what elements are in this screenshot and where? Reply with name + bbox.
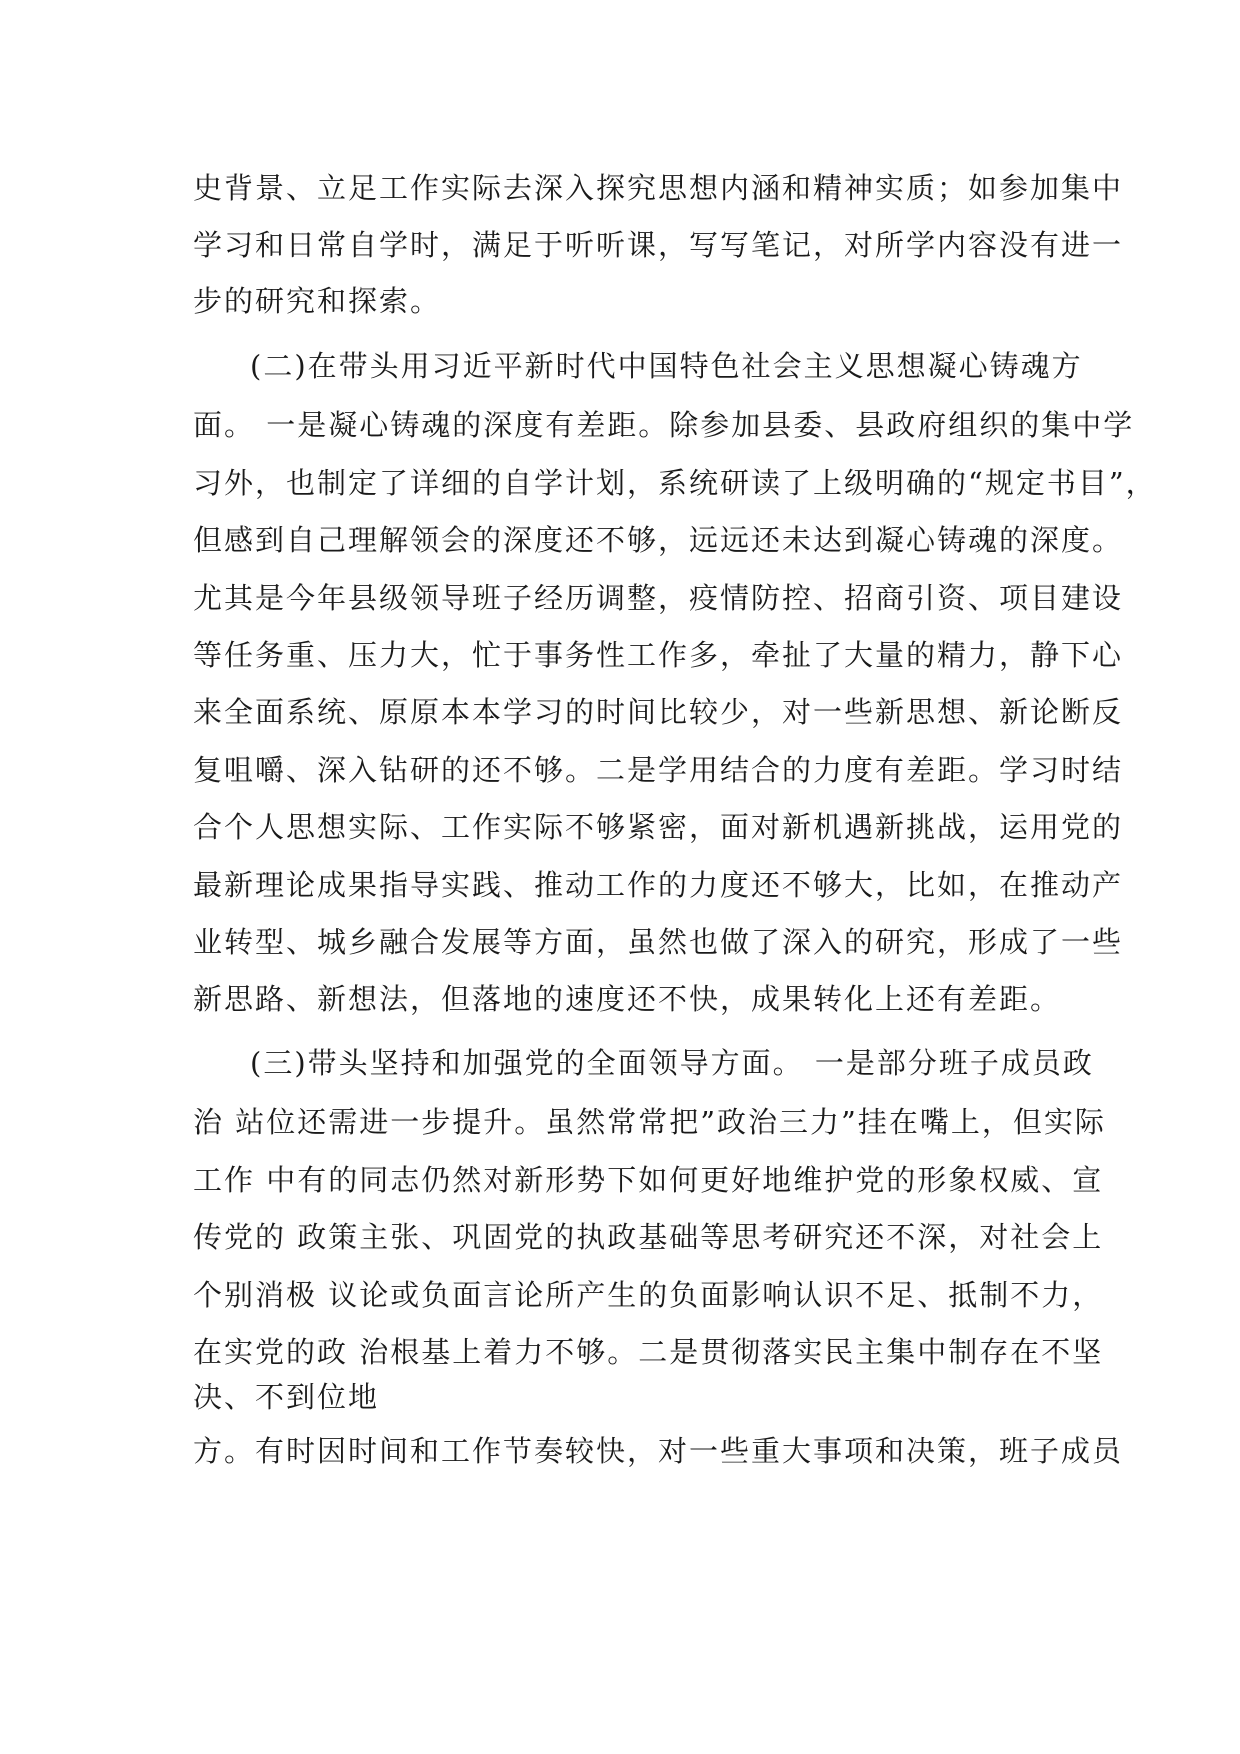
text-line: 尤其是今年县级领导班子经历调整，疫情防控、招商引资、项目建设 bbox=[193, 581, 1124, 615]
text-line: 最新理论成果指导实践、推动工作的力度还不够大，比如，在推动产 bbox=[193, 868, 1124, 902]
text-line: 但感到自己理解领会的深度还不够，远远还未达到凝心铸魂的深度。 bbox=[193, 523, 1124, 557]
text-line: 合个人思想实际、工作实际不够紧密，面对新机遇新挑战，运用党的 bbox=[193, 810, 1124, 844]
text-line: 方。有时因时间和工作节奏较快，对一些重大事项和决策，班子成员 bbox=[193, 1434, 1124, 1468]
section-heading: (二)在带头用习近平新时代中国特色社会主义思想凝心铸魂方 bbox=[250, 349, 1083, 383]
text-line: 等任务重、压力大，忙于事务性工作多，牵扯了大量的精力，静下心 bbox=[193, 638, 1124, 672]
text-line: 复咀嚼、深入钻研的还不够。二是学用结合的力度有差距。学习时结 bbox=[193, 753, 1124, 787]
text-line: 在实党的政 治根基上着力不够。二是贯彻落实民主集中制存在不坚 bbox=[193, 1335, 1104, 1369]
text-line: 决、不到位地 bbox=[193, 1380, 380, 1414]
text-line: 新思路、新想法，但落地的速度还不快，成果转化上还有差距。 bbox=[193, 982, 1062, 1016]
text-line: 步的研究和探索。 bbox=[193, 284, 442, 318]
text-line: 习外，也制定了详细的自学计划，系统研读了上级明确的“规定书目”， bbox=[193, 466, 1157, 500]
text-line: 史背景、立足工作实际去深入探究思想内涵和精神实质；如参加集中 bbox=[193, 171, 1124, 205]
text-line: 个别消极 议论或负面言论所产生的负面影响认识不足、抵制不力， bbox=[193, 1278, 1104, 1312]
text-line: 治 站位还需进一步提升。虽然常常把”政治三力”挂在嘴上，但实际 bbox=[193, 1105, 1106, 1139]
text-line: 学习和日常自学时，满足于听听课，写写笔记，对所学内容没有进一 bbox=[193, 228, 1124, 262]
text-line: 来全面系统、原原本本学习的时间比较少，对一些新思想、新论断反 bbox=[193, 695, 1124, 729]
text-line: 业转型、城乡融合发展等方面，虽然也做了深入的研究，形成了一些 bbox=[193, 925, 1124, 959]
text-line: 工作 中有的同志仍然对新形势下如何更好地维护党的形象权威、宣 bbox=[193, 1163, 1104, 1197]
text-line: 面。 一是凝心铸魂的深度有差距。除参加县委、县政府组织的集中学 bbox=[193, 408, 1135, 442]
text-line: 传党的 政策主张、巩固党的执政基础等思考研究还不深，对社会上 bbox=[193, 1220, 1104, 1254]
section-heading: (三)带头坚持和加强党的全面领导方面。 一是部分班子成员政 bbox=[250, 1046, 1094, 1080]
